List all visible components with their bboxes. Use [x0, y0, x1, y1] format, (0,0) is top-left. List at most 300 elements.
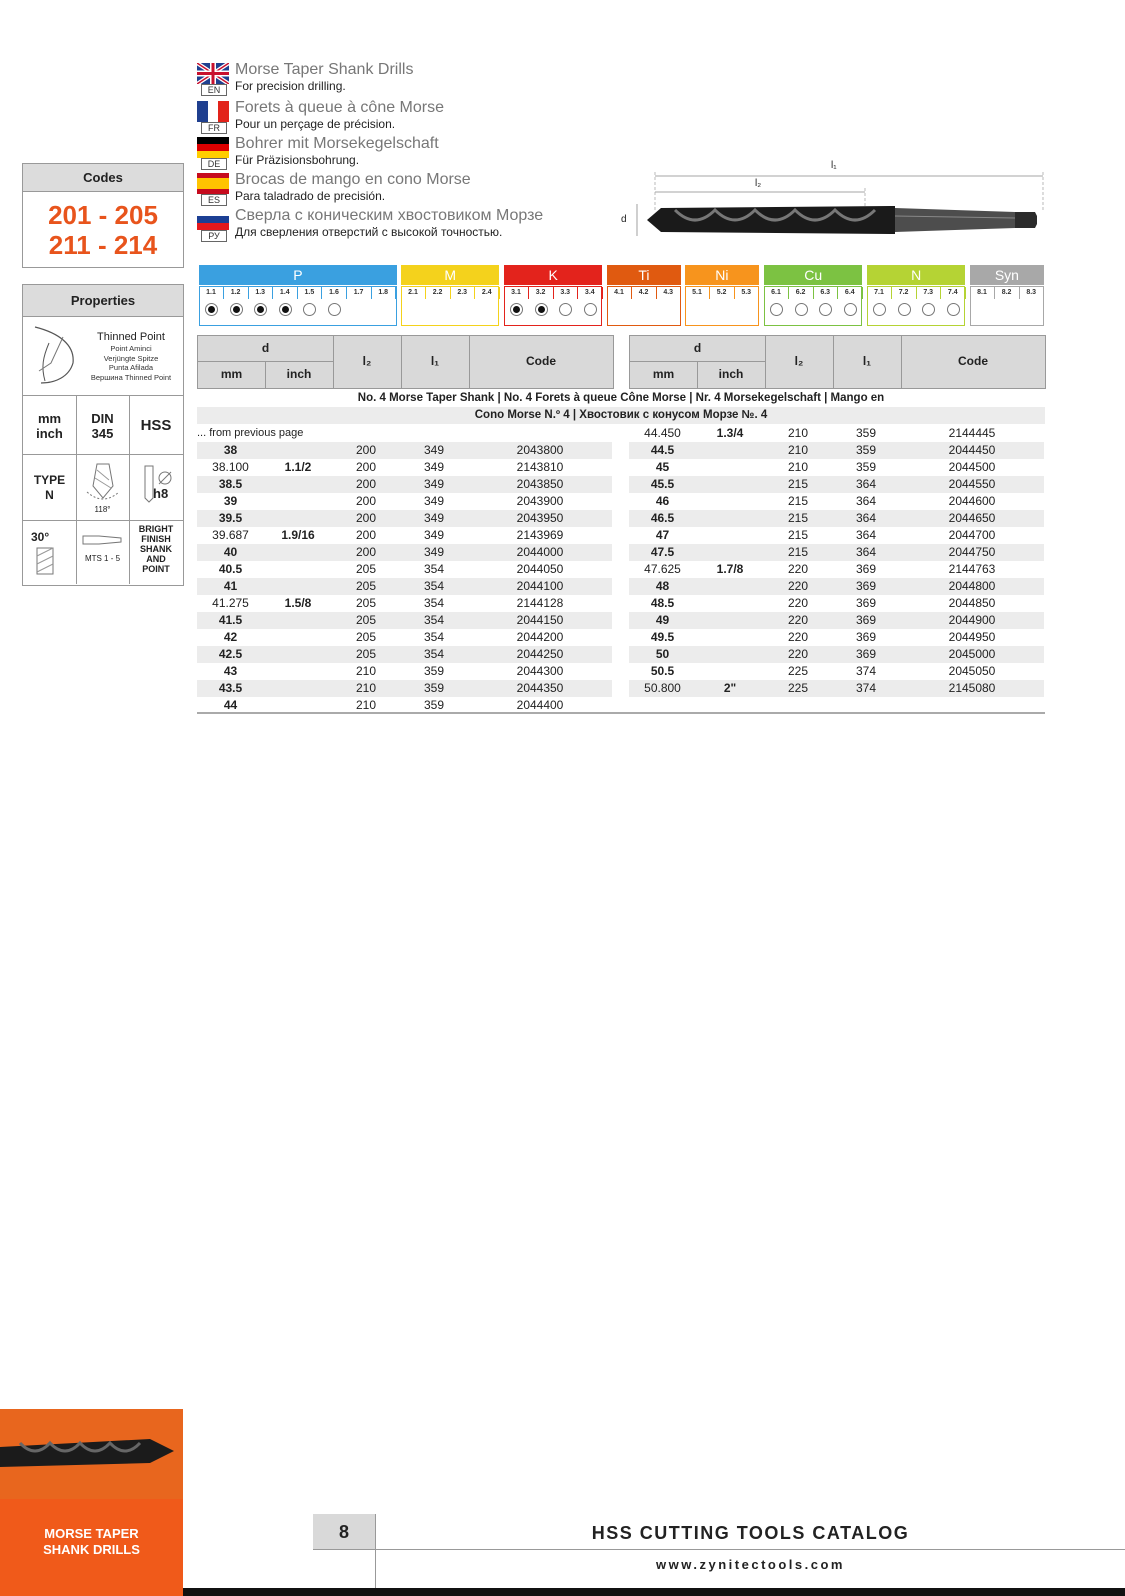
cell-l1: 354 [423, 630, 445, 644]
material-header: Ti [607, 265, 681, 285]
language-code: DE [201, 158, 227, 170]
suitable-radio-icon [205, 303, 218, 316]
cell-l2: 200 [355, 545, 377, 559]
cell-mm: 50.5 [650, 664, 675, 678]
header-code: Code [526, 354, 556, 368]
cell-code: 2045000 [948, 647, 996, 661]
cell-mm: 46.5 [650, 511, 675, 525]
material-code: 1.6 [322, 287, 347, 299]
header-mm: mm [220, 367, 243, 381]
cell-code: 2044100 [516, 579, 564, 593]
cell-inch: 2" [723, 681, 737, 695]
properties-label: Properties [23, 285, 183, 317]
cell-inch [696, 629, 764, 646]
cell-code: 2043950 [516, 511, 564, 525]
cell-code: 2044450 [948, 443, 996, 457]
table-row [197, 527, 612, 544]
language-title: Brocas de mango en cono Morse [235, 171, 471, 188]
suitable-radio-icon [279, 303, 292, 316]
material-code: 3.2 [529, 287, 554, 299]
cell-l2: 225 [787, 681, 809, 695]
cell-l1: 349 [423, 477, 445, 491]
cell-l1: 359 [423, 698, 445, 712]
cell-inch: 1.9/16 [281, 528, 315, 542]
not-suitable-radio-icon [873, 303, 886, 316]
cell-code: 2044650 [948, 511, 996, 525]
cell-mm: 48 [655, 579, 670, 593]
cell-mm: 39.687 [212, 528, 249, 542]
helix-angle-icon [33, 546, 63, 576]
cell-mm: 41.275 [212, 596, 249, 610]
cell-code: 2044800 [948, 579, 996, 593]
header-inch: inch [718, 367, 744, 381]
cell-l2: 225 [787, 664, 809, 678]
material-code: 1.3 [248, 287, 273, 299]
cell-code: 2044850 [948, 596, 996, 610]
cell-l1: 364 [855, 545, 877, 559]
flag-icon [197, 63, 229, 84]
cell-l1: 359 [855, 426, 877, 440]
cell-code: 2043850 [516, 477, 564, 491]
cell-code: 2044250 [516, 647, 564, 661]
material-code: 2.3 [450, 287, 475, 299]
material-code: 3.3 [553, 287, 578, 299]
cell-l2: 215 [787, 494, 809, 508]
cell-mm: 44.450 [644, 426, 681, 440]
cell-inch [264, 646, 332, 663]
cell-l1: 374 [855, 681, 877, 695]
cell-inch [696, 476, 764, 493]
table-caption-1: No. 4 Morse Taper Shank | No. 4 Forets à queue Cône Morse | Nr. 4 Morsekegelschaft | Mango en [357, 392, 885, 404]
table-row [197, 544, 612, 561]
cell-l1: 349 [423, 443, 445, 457]
header-code: Code [958, 354, 988, 368]
language-title: Bohrer mit Morsekegelschaft [235, 135, 439, 152]
cell-inch [264, 442, 332, 459]
table-row [629, 544, 1044, 561]
cell-l1: 354 [423, 579, 445, 593]
continued-note: ... from previous page [197, 427, 304, 439]
cell-code: 2143810 [516, 460, 564, 474]
cell-mm: 45 [655, 460, 670, 474]
cell-l2: 205 [355, 579, 377, 593]
language-subtitle: For precision drilling. [235, 79, 346, 93]
side-tab [0, 1409, 183, 1596]
material-code: 6.1 [764, 287, 789, 299]
header-d: d [261, 341, 270, 355]
hss-label: HSS [140, 417, 172, 434]
table-row [197, 442, 612, 459]
dimension-lines [625, 160, 1045, 250]
drill-point-angle-icon [83, 462, 123, 504]
cell-mm: 43.5 [218, 681, 243, 695]
cell-l2: 205 [355, 562, 377, 576]
thinned-point-icon [29, 323, 81, 387]
cell-l1: 364 [855, 511, 877, 525]
page-number: 8 [338, 1522, 349, 1542]
cell-mm: 47 [655, 528, 670, 542]
cell-code: 2144445 [948, 426, 996, 440]
thinned-point-de: Verjüngte Spitze [103, 353, 159, 363]
catalog-title: HSS CUTTING TOOLS CATALOG [591, 1523, 910, 1543]
cell-code: 2043900 [516, 494, 564, 508]
cell-code: 2144763 [948, 562, 996, 576]
codes-range-1: 201 - 205 [48, 200, 158, 230]
cell-mm: 39 [223, 494, 238, 508]
table-row [629, 612, 1044, 629]
language-subtitle: Для сверления отверстий с высокой точностью. [235, 225, 503, 239]
cell-code: 2044700 [948, 528, 996, 542]
material-code: 6.2 [789, 287, 814, 299]
material-code: 6.4 [838, 287, 863, 299]
bottom-bar [183, 1588, 1125, 1596]
helix-30: 30° [31, 530, 50, 544]
language-code: EN [201, 84, 227, 96]
flag-icon [197, 137, 229, 158]
cell-l1: 364 [855, 477, 877, 491]
type-n: N [45, 488, 54, 502]
material-code: 8.2 [995, 287, 1020, 299]
cell-code: 2045050 [948, 664, 996, 678]
cell-mm: 40 [223, 545, 238, 559]
table-row [629, 680, 1044, 697]
language-code: РУ [201, 230, 227, 242]
material-code: 2.4 [475, 287, 500, 299]
cell-l2: 210 [355, 698, 377, 712]
bright-line-2: FINISH [141, 534, 171, 544]
header-l2: l₂ [794, 354, 804, 368]
cell-l1: 359 [423, 664, 445, 678]
dim-d: d [621, 214, 627, 225]
cell-code: 2044550 [948, 477, 996, 491]
cell-l1: 349 [423, 511, 445, 525]
cell-l1: 369 [855, 579, 877, 593]
header-mm: mm [652, 367, 675, 381]
language-subtitle: Für Präzisionsbohrung. [235, 153, 360, 167]
cell-code: 2044300 [516, 664, 564, 678]
material-code: 4.3 [656, 287, 681, 299]
cell-mm: 39.5 [218, 511, 243, 525]
cell-inch [264, 663, 332, 680]
unit-inch: inch [36, 426, 63, 441]
thinned-point-translations [81, 344, 181, 382]
side-tab-label-2: SHANK DRILLS [43, 1542, 140, 1557]
unit-mm: mm [37, 411, 62, 426]
cell-inch [264, 578, 332, 595]
cell-l2: 215 [787, 511, 809, 525]
table-row [197, 561, 612, 578]
table-row [197, 578, 612, 595]
table-row [197, 493, 612, 510]
table-row [197, 663, 612, 680]
bright-line-4: AND [146, 554, 166, 564]
material-code: 4.1 [607, 287, 632, 299]
type-label: TYPE [33, 473, 66, 487]
table-row [629, 527, 1044, 544]
din-label: DIN [91, 411, 114, 426]
material-code: 5.1 [685, 287, 710, 299]
language-title: Сверла с коническим хвостовиком Морзе [235, 207, 544, 224]
cell-mm: 49.5 [650, 630, 675, 644]
cell-code: 2044900 [948, 613, 996, 627]
cell-l2: 220 [787, 579, 809, 593]
cell-code: 2145080 [948, 681, 996, 695]
not-suitable-radio-icon [795, 303, 808, 316]
material-code: 7.3 [916, 287, 941, 299]
material-header: Ni [685, 265, 759, 285]
table-row [197, 476, 612, 493]
thinned-point-fr: Point Aminci [110, 344, 152, 353]
cell-l2: 215 [787, 545, 809, 559]
cell-code: 2044150 [516, 613, 564, 627]
cell-mm: 49 [655, 613, 670, 627]
cell-l1: 354 [423, 562, 445, 576]
table-row [629, 510, 1044, 527]
cell-l1: 349 [423, 494, 445, 508]
material-code: 5.2 [710, 287, 735, 299]
bright-line-5: POINT [142, 564, 170, 574]
codes-range-2: 211 - 214 [48, 230, 158, 260]
cell-l2: 200 [355, 528, 377, 542]
cell-mm: 41 [223, 579, 238, 593]
tolerance-h8: h8 [153, 486, 169, 501]
material-header: M [401, 265, 499, 285]
cell-l2: 215 [787, 477, 809, 491]
table-row [629, 459, 1044, 476]
cell-l2: 200 [355, 477, 377, 491]
cell-code: 2044200 [516, 630, 564, 644]
mts-range: MTS 1 - 5 [84, 554, 121, 563]
flag-icon [197, 101, 229, 122]
cell-inch: 1.1/2 [284, 460, 312, 474]
table-row [629, 663, 1044, 680]
suitable-radio-icon [230, 303, 243, 316]
cell-inch [696, 544, 764, 561]
not-suitable-radio-icon [328, 303, 341, 316]
material-code: 2.2 [426, 287, 451, 299]
cell-code: 2044950 [948, 630, 996, 644]
cell-inch [696, 442, 764, 459]
cell-l2: 210 [787, 426, 809, 440]
cell-code: 2044500 [948, 460, 996, 474]
cell-l1: 359 [423, 681, 445, 695]
material-code: 1.5 [297, 287, 322, 299]
cell-mm: 41.5 [218, 613, 243, 627]
cell-l2: 205 [355, 613, 377, 627]
flag-icon [197, 209, 229, 230]
cell-inch [696, 646, 764, 663]
flag-icon [197, 173, 229, 194]
cell-l2: 200 [355, 494, 377, 508]
material-header: P [199, 265, 397, 285]
language-subtitle: Pour un perçage de précision. [235, 117, 396, 131]
cell-code: 2144128 [516, 596, 564, 610]
material-code: 8.1 [970, 287, 995, 299]
cell-inch [696, 595, 764, 612]
language-title: Morse Taper Shank Drills [235, 61, 414, 78]
cell-inch [264, 629, 332, 646]
language-code: ES [201, 194, 227, 206]
material-code: 3.1 [504, 287, 529, 299]
cell-inch [696, 663, 764, 680]
language-title: Forets à queue à cône Morse [235, 99, 445, 116]
cell-inch: 1.3/4 [716, 426, 744, 440]
header-l2: l₂ [362, 354, 372, 368]
property-grid [23, 396, 183, 584]
cell-inch [696, 510, 764, 527]
material-code: 7.2 [892, 287, 917, 299]
dim-l2: l₂ [755, 178, 762, 189]
cell-code: 2044400 [516, 698, 564, 712]
material-code: 8.3 [1019, 287, 1044, 299]
cell-code: 2044050 [516, 562, 564, 576]
material-code: 1.4 [273, 287, 298, 299]
material-code: 1.7 [347, 287, 372, 299]
material-code: 5.3 [734, 287, 759, 299]
footer-rule [313, 1549, 1125, 1550]
table-header-right [629, 335, 1046, 389]
cell-mm: 50.800 [644, 681, 681, 695]
material-code: 1.2 [224, 287, 249, 299]
cell-inch [696, 527, 764, 544]
cell-l1: 354 [423, 613, 445, 627]
thinned-point-ru: Вершина Thinned Point [90, 372, 172, 382]
cell-l1: 359 [855, 443, 877, 457]
language-subtitle: Para taladrado de precisión. [235, 189, 386, 203]
bright-line-3: SHANK [139, 544, 172, 554]
table-row [197, 595, 612, 612]
cell-l2: 205 [355, 596, 377, 610]
cell-l1: 364 [855, 494, 877, 508]
language-code: FR [201, 122, 227, 134]
cell-l1: 369 [855, 647, 877, 661]
cell-code: 2044750 [948, 545, 996, 559]
table-header-left [197, 335, 614, 389]
cell-inch [264, 612, 332, 629]
material-header: N [867, 265, 965, 285]
material-code: 1.1 [199, 287, 224, 299]
thinned-point-es: Punta Afilada [108, 363, 154, 372]
table-row [629, 442, 1044, 459]
cell-code: 2043800 [516, 443, 564, 457]
cell-l1: 369 [855, 562, 877, 576]
cell-l2: 205 [355, 630, 377, 644]
dim-l1: l₁ [831, 160, 837, 171]
cell-mm: 40.5 [218, 562, 243, 576]
cell-l2: 220 [787, 613, 809, 627]
codes-box [22, 163, 184, 268]
material-header: K [504, 265, 602, 285]
material-header: Cu [764, 265, 862, 285]
table-row [197, 680, 612, 697]
cell-l1: 374 [855, 664, 877, 678]
cell-l1: 369 [855, 596, 877, 610]
suitable-radio-icon [510, 303, 523, 316]
codes-label: Codes [23, 164, 183, 192]
cell-inch [264, 544, 332, 561]
cell-l2: 220 [787, 647, 809, 661]
table-row [629, 578, 1044, 595]
bright-finish [129, 524, 183, 574]
cell-mm: 44 [223, 698, 238, 712]
cell-code: 2044600 [948, 494, 996, 508]
cell-l2: 210 [787, 460, 809, 474]
cell-inch [264, 680, 332, 697]
cell-inch: 1.7/8 [716, 562, 744, 576]
table-row [197, 425, 612, 442]
cell-mm: 47.5 [650, 545, 675, 559]
table-caption-2: Cono Morse N.º 4 | Хвостовик с конусом Морзе №. 4 [197, 407, 1045, 424]
material-code: 3.4 [578, 287, 603, 299]
cell-mm: 38.5 [218, 477, 243, 491]
not-suitable-radio-icon [844, 303, 857, 316]
cell-mm: 42.5 [218, 647, 243, 661]
material-code: 6.3 [813, 287, 838, 299]
cell-code: 2044350 [516, 681, 564, 695]
table-row [629, 629, 1044, 646]
cell-l2: 210 [787, 443, 809, 457]
cell-l2: 205 [355, 647, 377, 661]
drill-photo-icon [0, 1409, 183, 1499]
table-row [197, 459, 612, 476]
cell-inch [264, 493, 332, 510]
table-row [629, 493, 1044, 510]
cell-mm: 48.5 [650, 596, 675, 610]
thinned-point-title: Thinned Point [97, 331, 165, 343]
cell-mm: 50 [655, 647, 670, 661]
cell-inch [696, 459, 764, 476]
cell-l1: 359 [855, 460, 877, 474]
table-row [629, 646, 1044, 663]
cell-mm: 43 [223, 664, 238, 678]
cell-mm: 44.5 [650, 443, 675, 457]
cell-l2: 220 [787, 562, 809, 576]
drill-drawing [621, 160, 1045, 250]
cell-inch [696, 493, 764, 510]
morse-taper-icon [81, 530, 125, 550]
material-code: 7.4 [941, 287, 966, 299]
cell-inch: 1.5/8 [284, 596, 312, 610]
cell-l1: 369 [855, 613, 877, 627]
cell-l2: 220 [787, 596, 809, 610]
cell-l1: 369 [855, 630, 877, 644]
side-tab-label-1: MORSE TAPER [44, 1526, 139, 1541]
cell-l2: 200 [355, 443, 377, 457]
cell-l2: 200 [355, 460, 377, 474]
website: www.zynitectools.com [656, 1557, 845, 1572]
cell-mm: 45.5 [650, 477, 675, 491]
cell-inch [264, 561, 332, 578]
cell-l1: 364 [855, 528, 877, 542]
table-row [629, 425, 1044, 442]
header-inch: inch [286, 367, 312, 381]
not-suitable-radio-icon [898, 303, 911, 316]
cell-inch [696, 612, 764, 629]
table-row [197, 510, 612, 527]
cell-l1: 349 [423, 528, 445, 542]
thinned-point-section [23, 317, 183, 396]
cell-inch [696, 578, 764, 595]
cell-mm: 42 [223, 630, 238, 644]
cell-mm: 47.625 [644, 562, 681, 576]
cell-l1: 354 [423, 596, 445, 610]
header-l1: l₁ [430, 354, 440, 368]
cell-l2: 220 [787, 630, 809, 644]
page-number-box [313, 1514, 375, 1550]
cell-l1: 349 [423, 545, 445, 559]
cell-l2: 210 [355, 664, 377, 678]
table-row [629, 476, 1044, 493]
